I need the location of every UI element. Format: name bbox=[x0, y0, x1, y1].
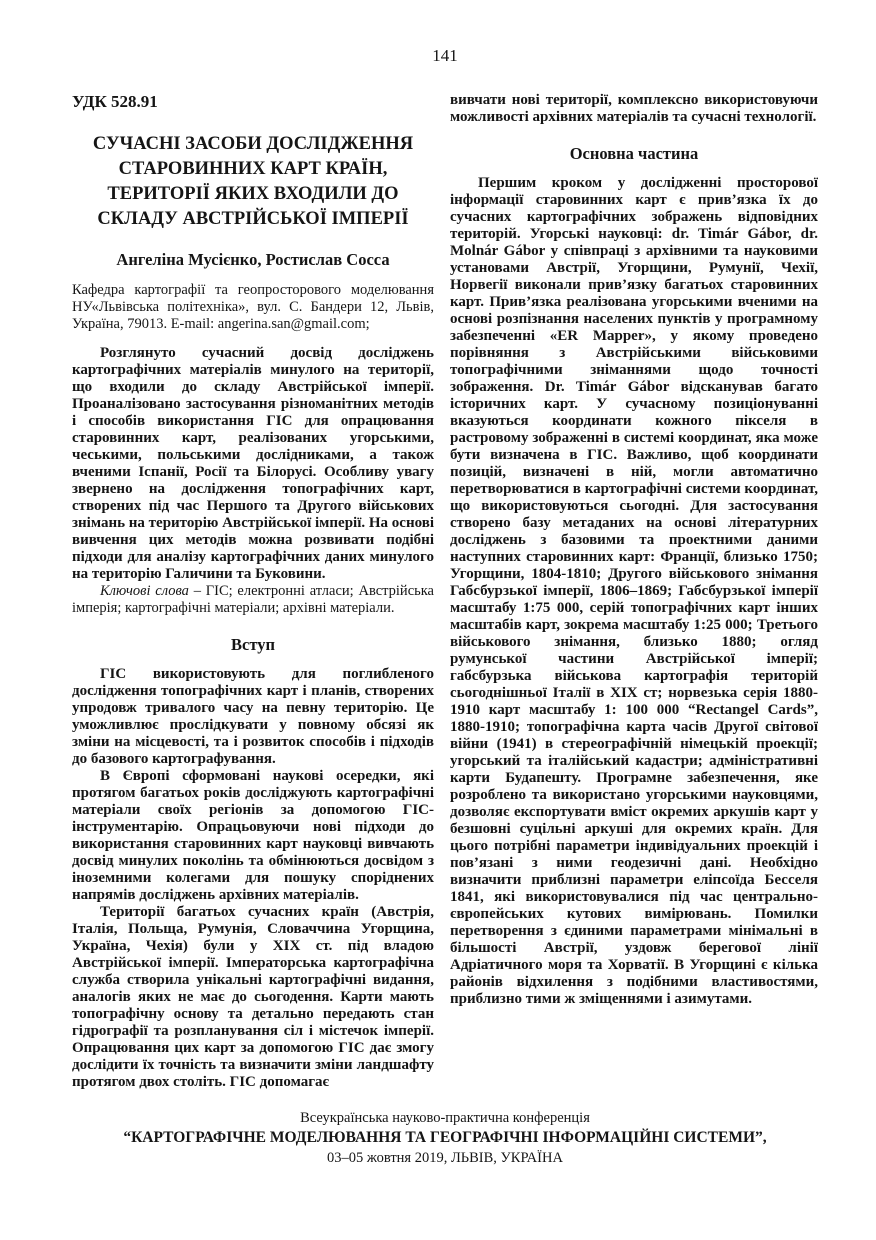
footer-conference-date: 03–05 жовтня 2019, ЛЬВІВ, УКРАЇНА bbox=[327, 1150, 563, 1166]
keywords bbox=[72, 583, 434, 617]
paper-title-line: СКЛАДУ АВСТРІЙСЬКОЇ ІМПЕРІЇ bbox=[97, 209, 409, 229]
section-heading-main: Основна частина bbox=[569, 144, 699, 163]
intro-paragraph-2: В Європі сформовані наукові осередки, які протягом багатьох років досліджують картографічні матеріали своїх регіонів за допомогою ГІС-інструментарію. Опрацьовуючи нові підходи до використання старовинних карт науковці вивчають досвід минулих поколінь та обмінюються досвідом з іноземними колегами для пошуку споріднених напрямів досліджень архівних матеріалів. bbox=[72, 768, 434, 903]
udk-code: УДК 528.91 bbox=[72, 92, 158, 111]
right-column bbox=[450, 92, 818, 1098]
keywords-text: – ГІС; електронні атласи; Австрійська імперія; картографічні матеріали; архівні матеріали. bbox=[72, 583, 434, 616]
page-number: 141 bbox=[432, 46, 458, 65]
two-column-layout bbox=[72, 92, 818, 1098]
affiliation: Кафедра картографії та геопросторового моделювання НУ«Львівська політехніка», вул. С. Бандери 12, Львів, Україна, 79013. E-mail: angerina.san@gmail.com; bbox=[72, 282, 434, 332]
footer-conference-type: Всеукраїнська науково-практична конференція bbox=[300, 1110, 590, 1126]
paper-title-line: СТАРОВИННИХ КАРТ КРАЇН, bbox=[118, 159, 388, 179]
left-column bbox=[72, 92, 434, 1098]
intro-paragraph-continuation: вивчати нові території, комплексно використовуючи можливості архівних матеріалів та сучасні технології. bbox=[450, 92, 818, 125]
main-paragraph-1: Першим кроком у дослідженні просторової інформації старовинних карт є прив’язка їх до сучасних картографічних зображень відповідних територій. Угорські науковці: dr. Timár Gábor, dr. Molnár Gábor у співпраці з архівними та науковими установами Австрії, Угорщини, Румунії, Чехії, Норвегії виконали прив’язку багатьох старовинних карт. Прив’язка реалізована угорськими вченими на основі розпізнання населених пунктів у програмному забезпеченні «ER Mapper», у якому проведено порівняння з Австрійськими військовими топографічними зніманнями щодо точності зображення. Dr. Timár Gábor відсканував багато історичних карт. У сучасному позиціонуванні вказуються координати кожного пікселя в растровому зображенні в системі координат, яка може бути визначена в ГІС. Важливо, щоб координати позицій, визначені в ній, могли автоматично перетворюватися в картографічні системи координат, що використовуються сьогодні. Для застосування створено базу метаданих на основі літературних досліджень з базовими та проектними даними наступних старовинних карт: Франції, близько 1750; Угорщини, 1804-1810; Другого військового знімання Габсбурзької імперії, 1806–1869; Габсбурзької імперії масштабу 1:75 000, серій топографічних карт інших масштабів карт, зокрема масштабу 1:25 000; Третього військового знімання, близько 1880; огляд румунської частини Австрійської імперії; габсбурзька військова картографія територій сьогоднішньої Італії в XIX ст; норвезька серія 1880-1910 карт масштабу 1: 100 000 “Rectangel Cards”, 1880-1910; топографічна карта часів Другої світової війни (1941) в стереографічній німецькій проекції; угорський та італійський кадастри; адміністративні карти Будапешту. Програмне забезпечення, яке розроблено та використано угорськими науковцями, дозволяє експортувати вміст окремих аркушів карт у безшовні суцільні аркуші для окремих країн. Для цього потрібні параметри індивідуальних проекцій і пов’язані з ними геодезичні дані. Необхідно визначити приблизні параметри еліпсоїда Бесселя 1841, які використовувалися під час центрально-європейських кутових вимірювань. Помилки перетворення з єдиними параметрами мінімальні в більшості Австрії, уздовж берегової лінії Адріатичного моря та Хорватії. В Угорщині є кілька районів відхилення з подібними властивостями, приблизно тими ж зміщеннями і азимутами. bbox=[450, 175, 818, 1007]
page-footer bbox=[72, 1108, 818, 1168]
section-heading-intro: Вступ bbox=[231, 635, 275, 654]
paper-title-line: ТЕРИТОРІЇ ЯКИХ ВХОДИЛИ ДО bbox=[107, 184, 399, 204]
authors: Ангеліна Мусієнко, Ростислав Сосса bbox=[116, 250, 390, 269]
keywords-label: Ключові слова bbox=[100, 583, 189, 599]
intro-paragraph-3: Території багатьох сучасних країн (Австрія, Італія, Польща, Румунія, Словаччина Угорщина, Україна, Чехія) були у XIX ст. під владою Австрійської імперії. Імператорська картографічна служба створила унікальні картографічні видання, аналогів яких не має до сьогодення. Карти мають топографічну основу та детально передають стан гідрографії та розпланування сіл і містечок імперії. Опрацювання цих карт за допомогою ГІС дає змогу дослідити їх точність та визначити зміни ландшафту протягом двох століть. ГІС допомагає bbox=[72, 904, 434, 1090]
paper-title bbox=[78, 132, 428, 232]
intro-paragraph-1: ГІС використовують для поглибленого дослідження топографічних карт і планів, створених упродовж тривалого часу на певну територію. Це уможливлює прослідкувати у повному обсязі як зміни на місцевості, та і розвиток способів і підходів до базового картографування. bbox=[72, 666, 434, 767]
paper-title-line: СУЧАСНІ ЗАСОБИ ДОСЛІДЖЕННЯ bbox=[92, 134, 414, 154]
abstract-text: Розглянуто сучасний досвід досліджень картографічних матеріалів минулого на території, що входили до складу Австрійської імперії. Проаналізовано застосування різноманітних методів і способів використання ГІС для опрацювання старовинних карт, реалізованих угорськими, чеськими, польськими дослідниками, а також вченими Іспанії, Росії та Білорусі. Особливу увагу звернено на дослідження топографічних карт, створених під час Першого та Другого військових знімань на територію Австрійської імперії. На основі вивчення цих методів можна розвивати подібні підходи для аналізу картографічних даних минулого на територію Галичини та Буковини. bbox=[72, 345, 434, 582]
footer-conference-title: “КАРТОГРАФІЧНЕ МОДЕЛЮВАННЯ ТА ГЕОГРАФІЧНІ ІНФОРМАЦІЙНІ СИСТЕМИ”, bbox=[123, 1129, 767, 1146]
